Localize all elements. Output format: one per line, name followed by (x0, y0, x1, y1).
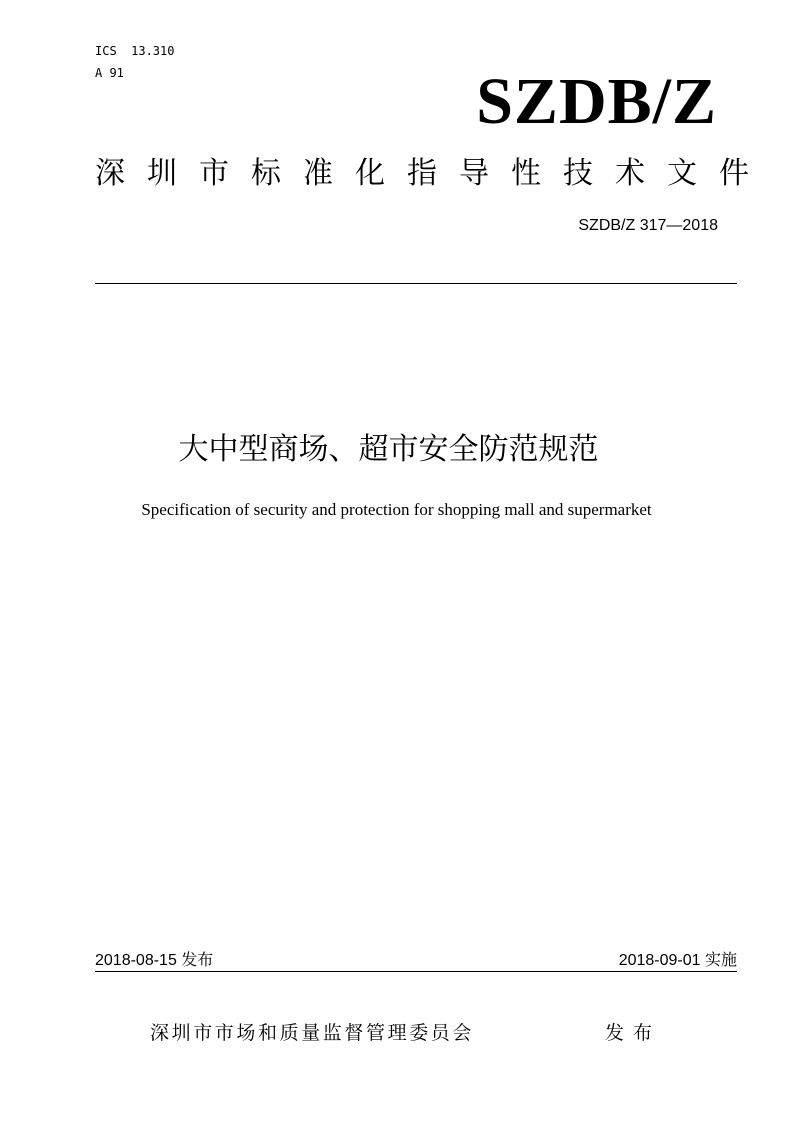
publisher-name: 深圳市市场和质量监督管理委员会 (150, 1022, 475, 1044)
document-number: SZDB/Z 317—2018 (578, 217, 718, 234)
standard-code-logo: SZDB/Z (476, 65, 717, 138)
implementation-date-block (619, 949, 737, 972)
classification-codes (95, 40, 174, 84)
date-row (95, 949, 737, 972)
document-type-heading: 深圳市标准化指导性技术文件 (95, 156, 771, 191)
issue-date: 2018-08-15 (95, 952, 177, 969)
header-divider (95, 283, 737, 284)
ccs-code: A 91 (95, 66, 124, 80)
implementation-label: 实施 (704, 950, 737, 969)
implementation-date: 2018-09-01 (618, 952, 701, 969)
issue-date-block (95, 949, 213, 972)
publish-label: 发布 (605, 1022, 662, 1044)
document-title-chinese: 大中型商场、超市安全防范规范 (178, 432, 599, 467)
document-title-english: Specification of security and protection for shopping mall and supermarket (141, 500, 652, 519)
issue-label: 发布 (181, 950, 214, 969)
ics-code: ICS 13.310 (95, 44, 175, 58)
